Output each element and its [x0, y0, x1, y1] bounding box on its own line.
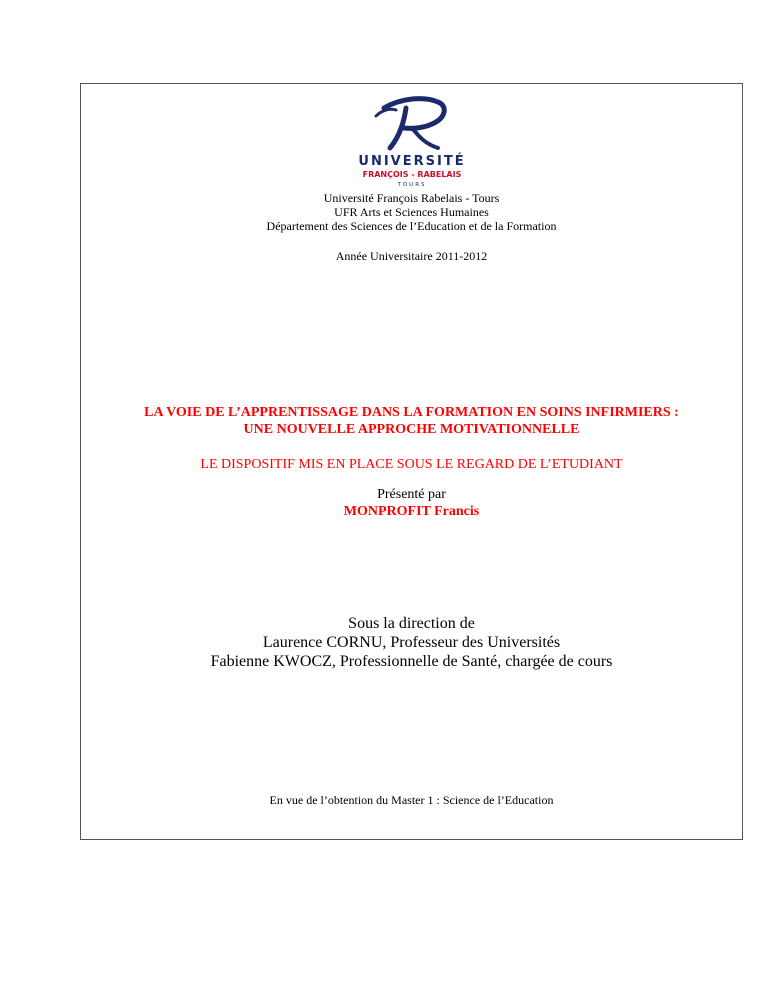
thesis-subtitle: LE DISPOSITIF MIS EN PLACE SOUS LE REGARD DE L’ETUDIANT — [200, 457, 623, 472]
logo-word-rabelais: FRANÇOIS - RABELAIS — [362, 170, 462, 179]
thesis-title-line1: LA VOIE DE L’APPRENTISSAGE DANS LA FORMATION EN SOINS INFIRMIERS : — [144, 405, 679, 420]
institution-ufr: UFR Arts et Sciences Humaines — [334, 205, 489, 219]
institution-university: Université François Rabelais - Tours — [323, 191, 500, 205]
author-name: MONPROFIT Francis — [343, 504, 480, 519]
logo-word-universite: UNIVERSITÉ — [358, 154, 466, 169]
institution-department: Département des Sciences de l’Education et de la Formation — [266, 219, 557, 233]
university-logo — [346, 94, 478, 189]
presented-label: Présenté par — [377, 487, 446, 502]
university-logo-graphic — [346, 94, 478, 189]
direction-label: Sous la direction de — [348, 615, 475, 632]
degree-line: En vue de l’obtention du Master 1 : Science de l’Education — [269, 793, 554, 807]
academic-year: Année Universitaire 2011-2012 — [335, 249, 488, 263]
supervisor-1: Laurence CORNU, Professeur des Universités — [262, 634, 561, 651]
direction-block — [81, 614, 742, 671]
presented-block — [81, 486, 742, 520]
cover-frame — [80, 83, 743, 840]
institution-block — [81, 191, 742, 233]
thesis-title — [81, 404, 742, 438]
thesis-title-line2: UNE NOUVELLE APPROCHE MOTIVATIONNELLE — [243, 422, 580, 437]
logo-word-tours: TOURS — [397, 182, 427, 188]
supervisor-2: Fabienne KWOCZ, Professionnelle de Santé, chargée de cours — [210, 653, 613, 670]
